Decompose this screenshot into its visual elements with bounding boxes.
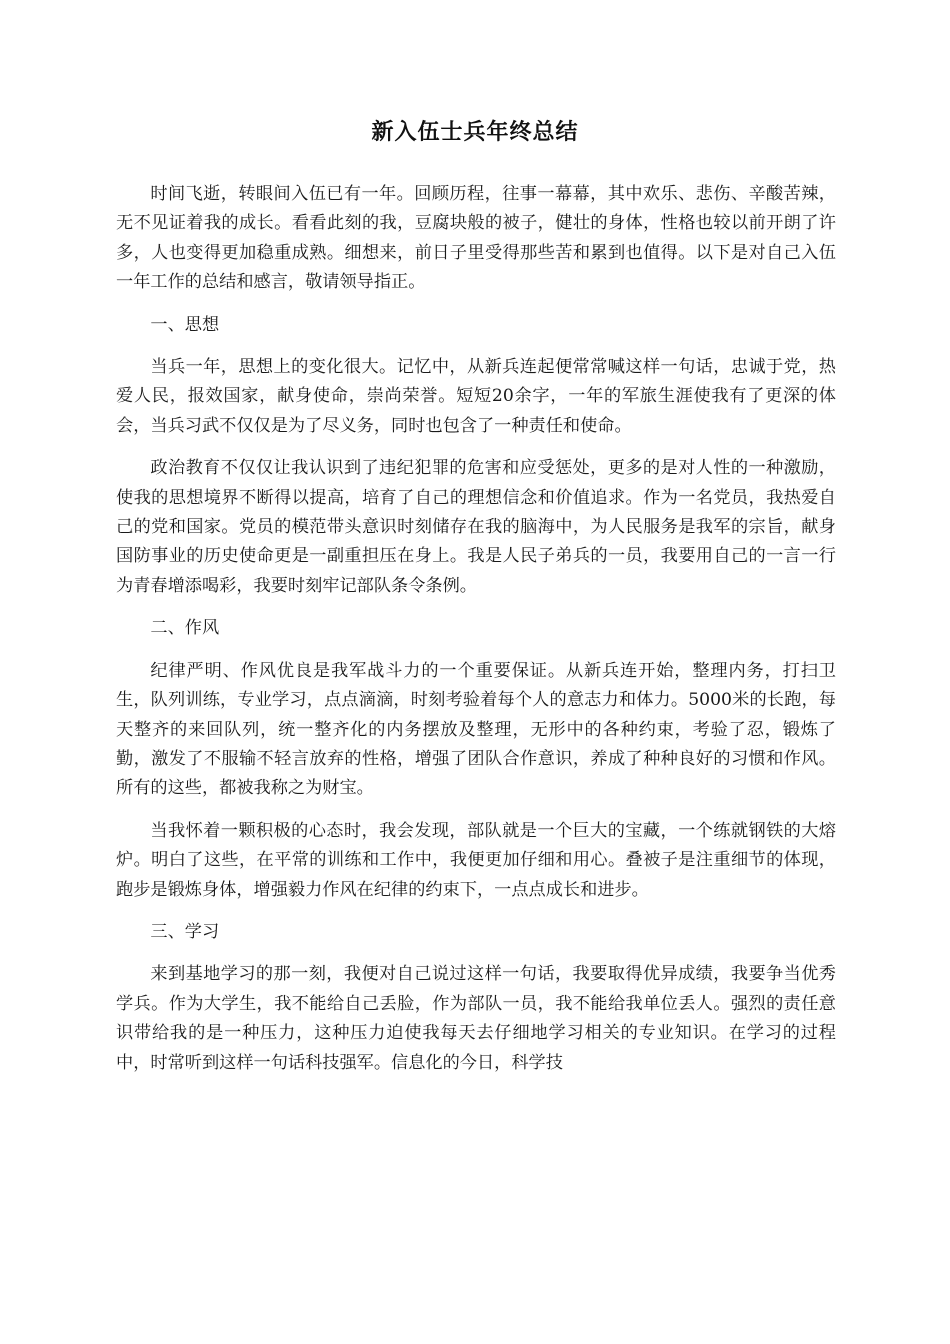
paragraph-thought-2: 政治教育不仅仅让我认识到了违纪犯罪的危害和应受惩处，更多的是对人性的一种激励，使我的思想境界不断得以提高，培育了自己的理想信念和价值追求。作为一名党员，我热爱自己的党和国家。党员的模范带头意识时刻储存在我的脑海中，为人民服务是我军的宗旨，献身国防事业的历史使命更是一副重担压在身上。我是人民子弟兵的一员，我要用自己的一言一行为青春增添喝彩，我要时刻牢记部队条令条例。	[116, 458, 836, 596]
section-heading-study: 三、学习	[150, 921, 220, 942]
paragraph-intro: 时间飞逝，转眼间入伍已有一年。回顾历程，往事一幕幕，其中欢乐、悲伤、辛酸苦辣，无不见证着我的成长。看看此刻的我，豆腐块般的被子，健壮的身体，性格也较以前开朗了许多，人也变得更加稳重成熟。细想来，前日子里受得那些苦和累到也值得。以下是对自己入伍一年工作的总结和感言，敬请领导指正。	[116, 184, 836, 293]
paragraph-study-1: 来到基地学习的那一刻，我便对自己说过这样一句话，我要取得优异成绩，我要争当优秀学兵。作为大学生，我不能给自己丢脸，作为部队一员，我不能给我单位丢人。强烈的责任意识带给我的是一种压力，这种压力迫使我每天去仔细地学习相关的专业知识。在学习的过程中，时常听到这样一句话科技强军。信息化的今日，科学技	[116, 964, 836, 1073]
paragraph-style-1: 纪律严明、作风优良是我军战斗力的一个重要保证。从新兵连开始，整理内务，打扫卫生，队列训练，专业学习，点点滴滴，时刻考验着每个人的意志力和体力。5000米的长跑，每天整齐的来回队列，统一整齐化的内务摆放及整理，无形中的各种约束，考验了忍，锻炼了勤，激发了不服输不轻言放弃的性格，增强了团队合作意识，养成了种种良好的习惯和作风。所有的这些，都被我称之为财宝。	[116, 660, 836, 799]
paragraph-thought-1: 当兵一年，思想上的变化很大。记忆中，从新兵连起便常常喊这样一句话，忠诚于党，热爱人民，报效国家，献身使命，崇尚荣誉。短短20余字，一年的军旅生涯使我有了更深的体会，当兵习武不仅仅是为了尽义务，同时也包含了一种责任和使命。	[116, 357, 836, 436]
section-heading-thought: 一、思想	[150, 314, 220, 335]
document-title: 新入伍士兵年终总结	[371, 120, 579, 145]
paragraph-style-2: 当我怀着一颗积极的心态时，我会发现，部队就是一个巨大的宝藏，一个练就钢铁的大熔炉。明白了这些，在平常的训练和工作中，我便更加仔细和用心。叠被子是注重细节的体现，跑步是锻炼身体，增强毅力作风在纪律的约束下，一点点成长和进步。	[116, 820, 836, 900]
section-heading-style: 二、作风	[150, 618, 220, 639]
document-body	[116, 180, 836, 1091]
